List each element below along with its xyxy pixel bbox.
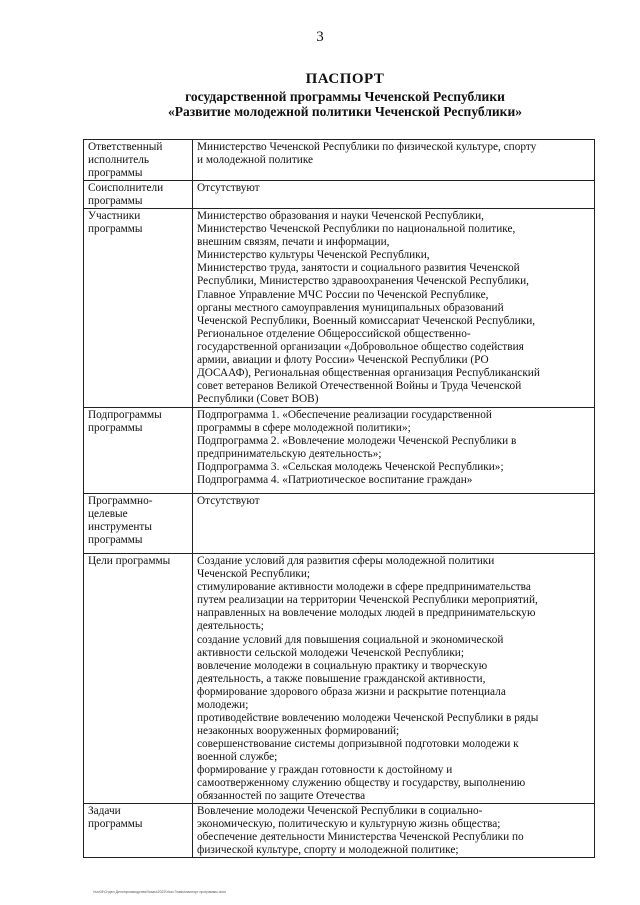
row-label [84, 804, 193, 858]
row-content [193, 140, 595, 181]
passport-table [83, 139, 595, 858]
row-content-line: направленных на вовлечение молодых людей в предпринимательскую [197, 607, 536, 620]
row-content-line: ДОСААФ), Региональная общественная организация Республиканский [197, 366, 540, 379]
row-content-line: Подпрограмма 2. «Вовлечение молодежи Чеченской Республики в [197, 435, 517, 448]
row-content-line: армии, авиации и флоту России» Чеченской Республики (РО [197, 353, 489, 366]
row-content-line: государственной организации «Добровольное общество содействия [197, 340, 524, 353]
row-content-line: Подпрограмма 3. «Сельская молодежь Чеченской Республики»; [197, 461, 504, 474]
table-row [84, 804, 595, 858]
passport-table-body [84, 140, 595, 858]
row-content-line: Республики (Совет ВОВ) [197, 392, 319, 405]
row-label-line: программы [88, 422, 143, 435]
row-content [193, 804, 595, 858]
row-content-line: Региональное отделение Общероссийской общественно- [197, 327, 471, 340]
row-content [193, 408, 595, 494]
row-label-line: Участники [88, 210, 141, 223]
row-label-line: программы [88, 534, 143, 547]
row-content [193, 494, 595, 554]
row-content-line: органы местного самоуправления муниципальных образований [197, 301, 504, 314]
row-content-line: Отсутствуют [197, 495, 260, 508]
row-content-line: Главное Управление МЧС России по Чеченской Республике, [197, 288, 489, 301]
row-label [84, 494, 193, 554]
row-content-line: Создание условий для развития сферы молодежной политики [197, 555, 495, 568]
row-content-line: деятельность, а также повышение гражданской активности, [197, 672, 486, 685]
row-content-line: противодействие вовлечению молодежи Чеченской Республики в ряды [197, 711, 539, 724]
table-row [84, 140, 595, 181]
row-content-line: Министерство труда, занятости и социального развития Чеченской [197, 262, 520, 275]
row-content-line: обеспечение деятельности Министерства Чеченской Республики по [197, 831, 524, 844]
row-label-line: Ответственный [88, 141, 163, 153]
row-label-line: Соисполнители [88, 182, 164, 195]
row-label [84, 554, 193, 804]
row-content-line: формирование здорового образа жизни и раскрытие потенциала [197, 685, 506, 698]
row-content-line: внешним связям, печати и информации, [197, 236, 390, 249]
row-content-line: вовлечение молодежи в социальную практику и творческую [197, 659, 488, 672]
row-content-line: незаконных вооруженных формирований; [197, 724, 400, 737]
row-content [193, 554, 595, 804]
row-label-line: целевые [88, 508, 128, 521]
row-label [84, 181, 193, 209]
row-content-line: Министерство образования и науки Чеченской Республики, [197, 210, 485, 223]
row-label-line: программы [88, 195, 143, 208]
document-title [80, 70, 610, 119]
row-content-line: стимулирование активности молодежи в сфере предпринимательства [197, 581, 531, 594]
table-row [84, 181, 595, 209]
row-content-line: Вовлечение молодежи Чеченской Республики в социально- [197, 805, 483, 818]
row-label-line: программы [88, 223, 143, 236]
row-content-line: физической культуре, спорту и молодежной политике; [197, 844, 459, 857]
row-content-line: формирование у граждан готовности к достойному и [197, 763, 453, 776]
row-content-line: Чеченской Республики, Военный комиссариат Чеченской Республики, [197, 314, 536, 327]
row-content-line: обязанностей по защите Отечества [197, 790, 366, 803]
row-content-line: совет ветеранов Великой Отечественной Войны и Труда Чеченской [197, 379, 522, 392]
row-content-line: военной службе; [197, 750, 278, 763]
row-content-line: активности сельской молодежи Чеченской Республики; [197, 646, 464, 659]
row-content-line: создание условий для повышения социальной и экономической [197, 633, 504, 646]
title-line-2: «Развитие молодежной политики Чеченской Республики» [168, 104, 522, 119]
table-row [84, 408, 595, 494]
row-content-line: молодежи; [197, 698, 249, 711]
table-row [84, 494, 595, 554]
row-label-line: Программно- [88, 495, 153, 508]
row-content-line: деятельность; [197, 620, 264, 633]
row-label-line: Подпрограммы [88, 409, 162, 422]
page-number: 3 [316, 29, 324, 45]
row-label [84, 140, 193, 181]
row-label-line: Цели программы [88, 555, 171, 568]
row-content-line: Министерство культуры Чеченской Республики, [197, 249, 430, 262]
row-content-line: экономическую, политическую и культурную жизнь общества; [197, 818, 501, 831]
row-label [84, 408, 193, 494]
row-content-line: совершенствование системы допризывной подготовки молодежи к [197, 737, 519, 750]
row-content-line: путем реализации на территории Чеченской Республики мероприятий, [197, 594, 538, 607]
row-content-line: Министерство Чеченской Республики по национальной политике, [197, 223, 516, 236]
row-label-line: исполнитель [88, 154, 150, 167]
title-line-1: государственной программы Чеченской Республики [185, 89, 505, 104]
row-label-line: инструменты [88, 521, 152, 534]
row-content-line: программы в сфере молодежной политики»; [197, 422, 411, 435]
row-content-line: самоотверженному служению обществу и государству, выполнению [197, 777, 526, 790]
title-main: ПАСПОРТ [305, 71, 385, 87]
row-label [84, 209, 193, 408]
table-row [84, 209, 595, 408]
row-content-line: Отсутствуют [197, 182, 260, 195]
row-label-line: Задачи [88, 805, 121, 818]
row-content-line: Чеченской Республики; [197, 568, 311, 581]
row-label-line: программы [88, 167, 143, 180]
row-content-line: предпринимательскую деятельность»; [197, 448, 382, 461]
row-label-line: программы [88, 818, 143, 831]
row-content [193, 181, 595, 209]
table-row [84, 554, 595, 804]
row-content-line: Министерство Чеченской Республики по физической культуре, спорту [197, 141, 537, 153]
footer-file-path: \\srv04\Отдел Делопроизводства\Указы\2022\Указ Главы\паспорт программы.docx [93, 890, 227, 894]
row-content-line: Республики, Министерство здравоохранения Чеченской Республики, [197, 275, 529, 288]
row-content-line: Подпрограмма 1. «Обеспечение реализации государственной [197, 409, 492, 422]
row-content-line: и молодежной политике [197, 154, 314, 167]
row-content [193, 209, 595, 408]
row-content-line: Подпрограмма 4. «Патриотическое воспитание граждан» [197, 474, 473, 487]
